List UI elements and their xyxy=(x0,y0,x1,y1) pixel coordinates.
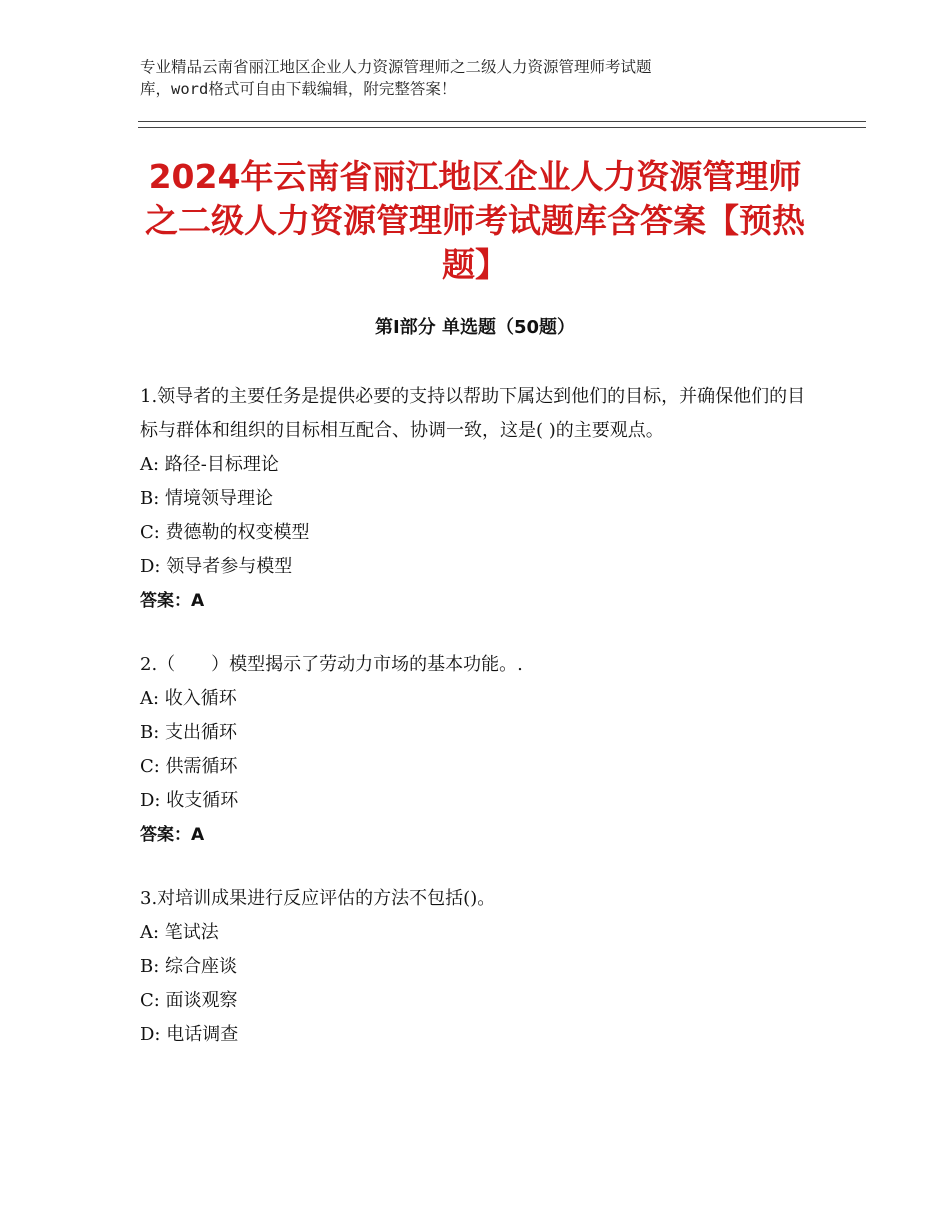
question-stem: 3.对培训成果进行反应评估的方法不包括()。 xyxy=(140,888,496,909)
question-3 xyxy=(140,882,810,1052)
option-b: B: 综合座谈 xyxy=(140,956,238,977)
option-a: A: 笔试法 xyxy=(140,922,219,943)
section-heading: 第Ⅰ部分 单选题（50题） xyxy=(374,317,575,338)
document-title: 2024年云南省丽江地区企业人力资源管理师之二级人力资源管理师考试题库含答案【预热题】 xyxy=(145,157,805,284)
answer-label: 答案：A xyxy=(140,825,205,845)
option-b: B: 支出循环 xyxy=(140,722,238,743)
header-note xyxy=(140,56,780,100)
question-2 xyxy=(140,648,810,852)
answer-label: 答案：A xyxy=(140,591,205,611)
question-list xyxy=(140,380,810,1082)
question-1 xyxy=(140,380,810,618)
option-a: A: 收入循环 xyxy=(140,688,237,709)
question-stem: 2.（ ）模型揭示了劳动力市场的基本功能。. xyxy=(140,654,523,675)
option-d: D: 领导者参与模型 xyxy=(140,556,293,577)
option-c: C: 面谈观察 xyxy=(140,990,238,1011)
option-c: C: 费德勒的权变模型 xyxy=(140,522,310,543)
header-divider xyxy=(138,121,866,128)
question-stem: 1.领导者的主要任务是提供必要的支持以帮助下属达到他们的目标，并确保他们的目标与群体和组织的目标相互配合、协调一致，这是( )的主要观点。 xyxy=(140,386,806,441)
option-c: C: 供需循环 xyxy=(140,756,238,777)
option-d: D: 收支循环 xyxy=(140,790,239,811)
option-a: A: 路径-目标理论 xyxy=(140,454,279,475)
option-b: B: 情境领导理论 xyxy=(140,488,274,509)
option-d: D: 电话调查 xyxy=(140,1024,239,1045)
header-note-line: 专业精品云南省丽江地区企业人力资源管理师之二级人力资源管理师考试题 xyxy=(140,58,652,76)
header-note-line: 库，word格式可自由下载编辑，附完整答案！ xyxy=(140,80,457,98)
